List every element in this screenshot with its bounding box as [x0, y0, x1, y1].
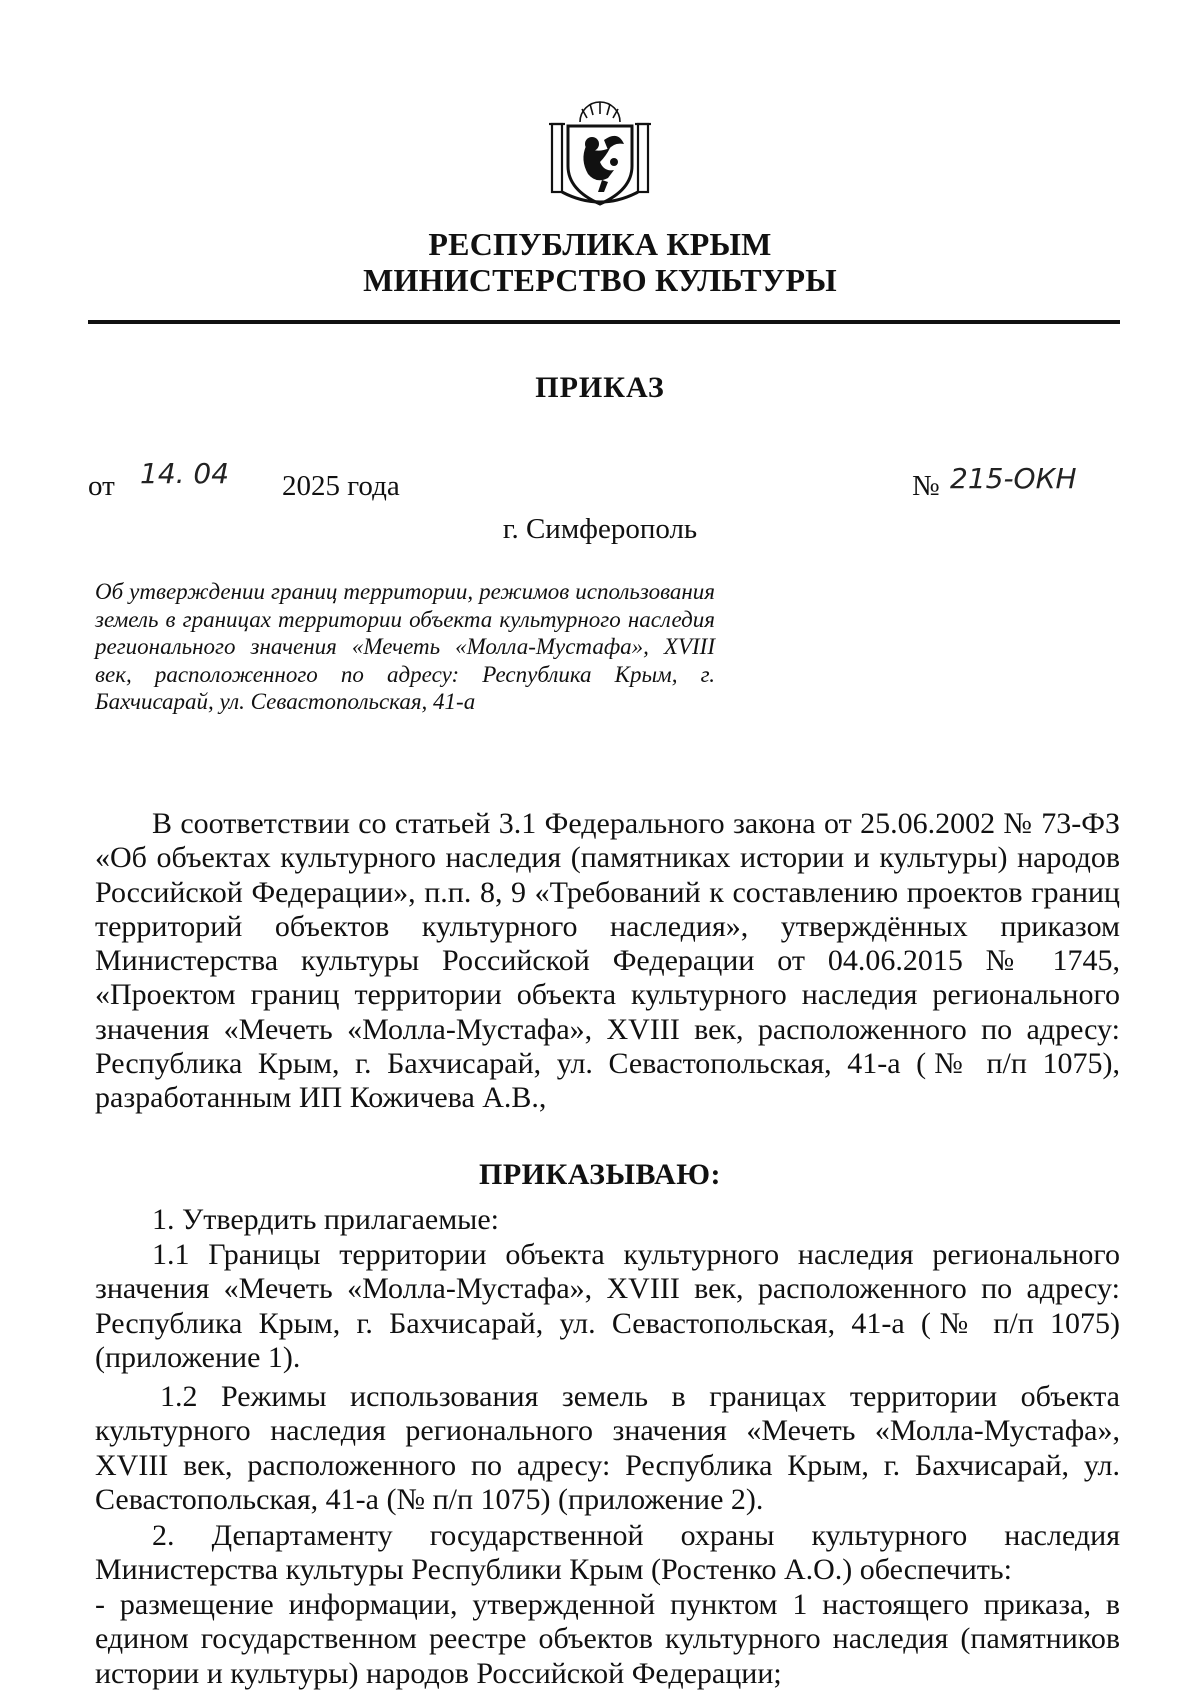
order-subject: Об утверждении границ территории, режимов использования земель в границах территории объекта культурного наследия регионального значения «Мечеть «Молла-Мустафа», XVIII век, расположенного по адресу: Республика Крым, г. Бахчисарай, ул. Севастопольская, 41-а: [95, 579, 715, 714]
org-line-ministry: МИНИСТЕРСТВО КУЛЬТУРЫ: [363, 262, 837, 298]
preamble-paragraph: В соответствии со статьей 3.1 Федерального закона от 25.06.2002 № 73-ФЗ «Об объектах культурного наследия (памятниках истории и культуры) народов Российской Федерации», п.п. 8, 9 «Требований к составлению проектов границ территорий объектов культурного наследия», утверждённых приказом Министерства культуры Российской Федерации от 04.06.2015 № 1745, «Проектом границ территории объекта культурного наследия регионального значения «Мечеть «Молла-Мустафа», XVIII век, расположенного по адресу: Республика Крым, г. Бахчисарай, ул. Севастопольская, 41-а (№ п/п 1075), разработанным ИП Кожичева А.В.,: [95, 807, 1120, 1115]
city-text: г. Симферополь: [502, 513, 698, 545]
crimea-coat-of-arms-icon: [544, 100, 656, 212]
item-1-1: 1.1 Границы территории объекта культурного наследия регионального значения «Мечеть «Молла-Мустафа», XVIII век, расположенного по адресу: Республика Крым, г. Бахчисарай, ул. Севастопольская, 41-а (№ п/п 1075) (приложение 1).: [95, 1238, 1120, 1374]
year-text: 2025 года: [282, 470, 400, 502]
item-1-2: 1.2 Режимы использования земель в границах территории объекта культурного наследия регионального значения «Мечеть «Молла-Мустафа», XVIII век, расположенного по адресу: Республика Крым, г. Бахчисарай, ул. Севастопольская, 41-а (№ п/п 1075) (приложение 2).: [95, 1380, 1120, 1516]
item-1: 1. Утвердить прилагаемые:: [152, 1203, 499, 1236]
item-2: 2. Департаменту государственной охраны культурного наследия Министерства культуры Республики Крым (Ростенко А.О.) обеспечить:: [95, 1519, 1120, 1587]
item-2-dash: - размещение информации, утвержденной пунктом 1 настоящего приказа, в едином государственном реестре объектов культурного наследия (памятников истории и культуры) народов Российской Федерации;: [95, 1588, 1120, 1690]
number-prefix: №: [912, 470, 940, 502]
document-type-title: ПРИКАЗ: [535, 371, 665, 404]
handwritten-date: 14. 04: [140, 457, 230, 490]
order-heading: ПРИКАЗЫВАЮ:: [478, 1158, 721, 1191]
org-line-republic: РЕСПУБЛИКА КРЫМ: [428, 226, 772, 262]
handwritten-number: 215-ОКН: [950, 462, 1077, 495]
date-prefix: от: [88, 470, 115, 502]
header-divider: [88, 320, 1120, 324]
